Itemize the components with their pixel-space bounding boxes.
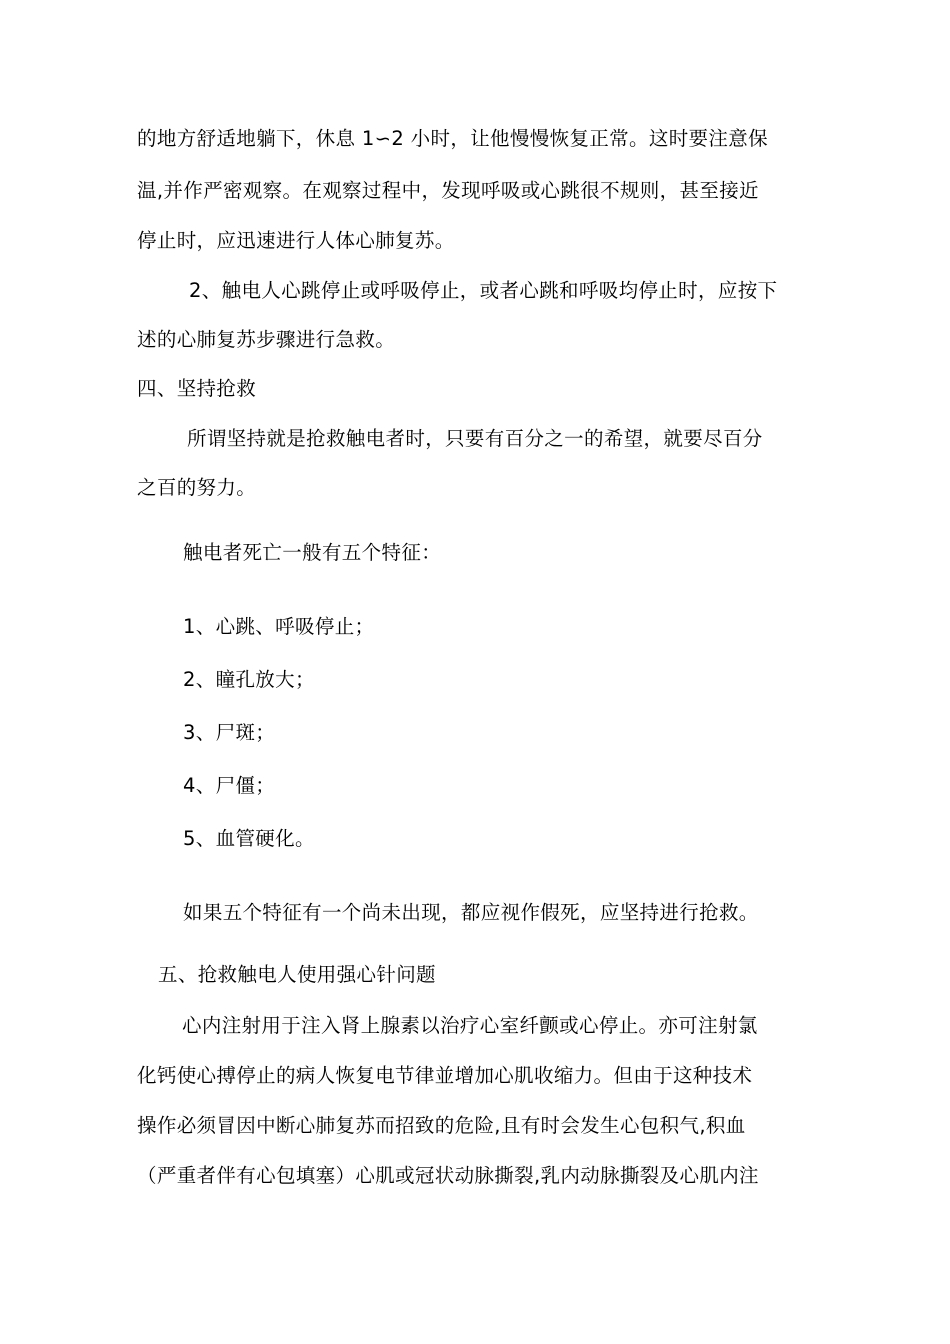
body-text-line: 操作必须冒因中断心肺复苏而招致的危险,且有时会发生心包积气,积血 — [137, 1114, 746, 1137]
body-text-line: 化钙使心搏停止的病人恢复电节律並增加心肌收缩力。但由于这种技术 — [137, 1064, 753, 1087]
body-text-line: 的地方舒适地躺下，休息 1∽2 小时，让他慢慢恢复正常。这时要注意保 — [137, 127, 768, 150]
list-item: 3、尸斑； — [183, 721, 276, 744]
section-heading: 五、抢救触电人使用强心针问题 — [158, 963, 436, 986]
body-text-line: 如果五个特征有一个尚未出现，都应视作假死，应坚持进行抢救。 — [183, 901, 759, 924]
list-item: 5、血管硬化。 — [183, 827, 315, 850]
body-text-line: 述的心肺复苏步骤进行急救。 — [137, 328, 396, 351]
body-text-line: （严重者伴有心包填塞）心肌或冠状动脉撕裂,乳内动脉撕裂及心肌内注 — [137, 1164, 759, 1187]
body-text-line: 心内注射用于注入肾上腺素以治疗心室纤颤或心停止。亦可注射氯 — [182, 1014, 758, 1037]
section-heading: 四、坚持抢救 — [137, 377, 257, 400]
list-item: 4、尸僵； — [183, 774, 276, 797]
body-text-line: 停止时，应迅速进行人体心肺复苏。 — [137, 229, 455, 252]
list-item: 1、心跳、呼吸停止； — [183, 615, 375, 638]
body-text-line: 之百的努力。 — [137, 476, 257, 499]
body-text-line: 温,并作严密观察。在观察过程中，发现呼吸或心跳很不规则，甚至接近 — [137, 179, 759, 202]
list-intro: 触电者死亡一般有五个特征： — [183, 541, 442, 564]
body-text-line: 所谓坚持就是抢救触电者时，只要有百分之一的希望，就要尽百分 — [187, 427, 763, 450]
numbered-paragraph-line: 2、触电人心跳停止或呼吸停止，或者心跳和呼吸均停止时，应按下 — [189, 279, 778, 302]
list-item: 2、瞳孔放大； — [183, 668, 315, 691]
